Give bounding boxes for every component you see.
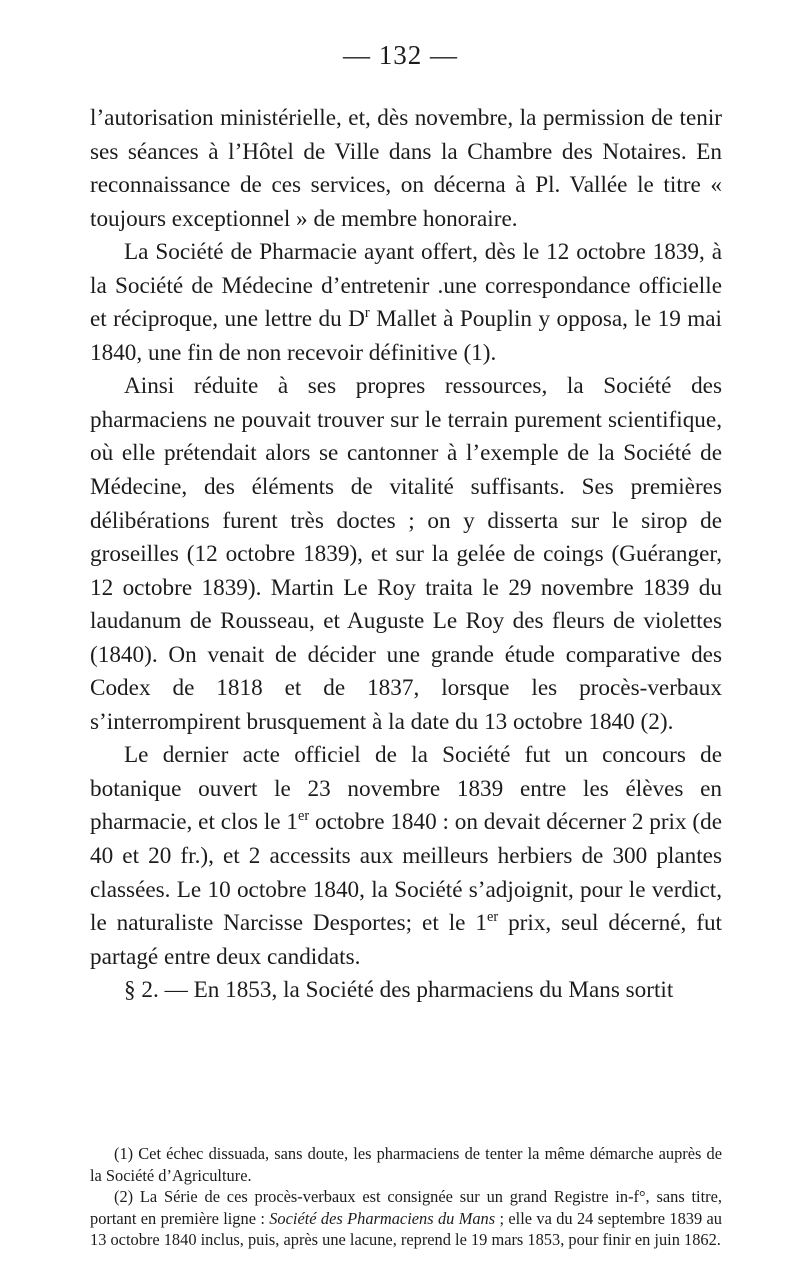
text-run: Ainsi réduite à ses propres ressources, la Société des pharmaciens ne pouvait trouver sur le terrain purement scientifique, où elle prétendait alors se cantonner à l’exemple de la Société de Médecine, des éléments de vitalité suffisants. Ses premières délibérations furent très doctes ; on y disserta sur le sirop de groseilles (12 octobre 1839), et sur la gelée de coings (Guéranger, 12 octobre 1839). Martin Le Roy traita le 29 novembre 1839 du laudanum de Rousseau, et Auguste Le Roy des fleurs de violettes (1840). On venait de décider une grande étude comparative des Codex de 1818 et de 1837, lorsque les procès-verbaux s’interrompirent brusquement à la date du 13 octobre 1840 (2). <box>90 373 722 735</box>
italic-text: Société des Pharmaciens du Mans <box>269 1208 496 1228</box>
text-run: l’autorisation ministérielle, et, dès novembre, la permission de tenir ses séances à l’Hôtel de Ville dans la Chambre des Notaires. En reconnaissance de ces services, on décerna à Pl. Vallée le titre « toujours exceptionnel » de membre honoraire. <box>90 105 722 232</box>
superscript: er <box>298 808 310 825</box>
page-number: — 132 — <box>343 40 458 70</box>
paragraph <box>90 739 722 974</box>
footnote <box>90 1186 722 1251</box>
text-run: (1) Cet échec dissuada, sans doute, les pharmaciens de tenter la même démarche auprès de la Société d’Agriculture. <box>90 1144 722 1185</box>
text-run: Le dernier acte officiel de la Société fut un concours de botanique ouvert le 23 novembre 1839 entre les élèves en pharmacie, et clos le 1 <box>90 742 722 836</box>
text-run: La Société de Pharmacie ayant offert, dès le 12 octobre 1839, à la Société de Médecine d’entretenir .une correspondance officielle et réciproque, une lettre du D <box>90 239 722 333</box>
body-text <box>90 102 722 1008</box>
paragraph <box>90 236 722 370</box>
superscript: r <box>364 305 370 322</box>
text-run: Mallet à Pouplin y opposa, le 19 mai 1840, une fin de non recevoir définitive (1). <box>90 306 722 366</box>
text-run: prix, seul décerné, fut partagé entre deux candidats. <box>90 910 722 970</box>
paragraph <box>90 974 722 1008</box>
superscript: er <box>486 909 499 926</box>
paragraph <box>90 102 722 236</box>
text-run: octobre 1840 : on devait décerner 2 prix (de 40 et 20 fr.), et 2 accessits aux meilleurs herbiers de 300 plantes classées. Le 10 octobre 1840, la Société s’adjoignit, pour le verdict, le naturaliste Narcisse Desportes; et le 1 <box>90 809 722 937</box>
paragraph <box>90 370 722 739</box>
footnote <box>90 1143 722 1186</box>
text-run: ; elle va du 24 septembre 1839 au 13 octobre 1840 inclus, puis, après une lacune, reprend le 19 mars 1853, pour finir en juin 1862. <box>90 1208 723 1250</box>
footnotes <box>90 1143 722 1251</box>
text-run: § 2. — En 1853, la Société des pharmaciens du Mans sortit <box>124 977 674 1004</box>
text-run: (2) La Série de ces procès-verbaux est consignée sur un grand Registre in-f°, sans titre, portant en première ligne : <box>90 1187 722 1228</box>
